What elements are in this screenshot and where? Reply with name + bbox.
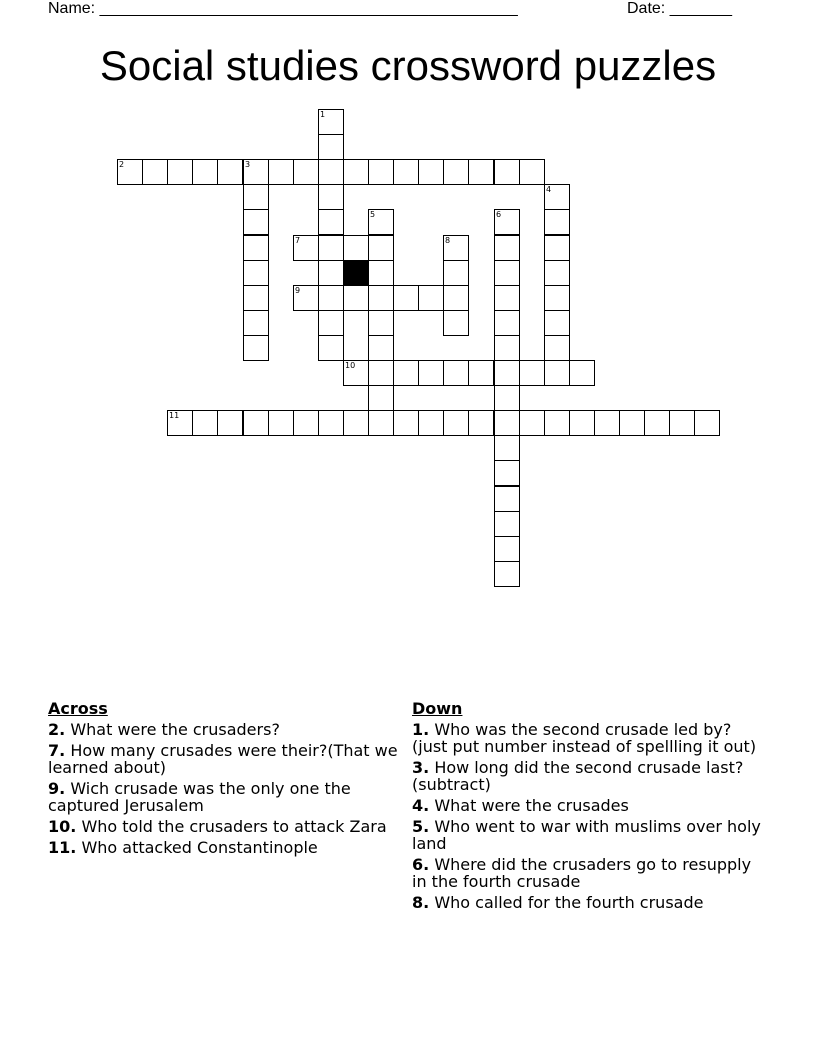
grid-cell[interactable] [418, 159, 444, 185]
grid-cell[interactable] [318, 184, 344, 210]
clue-number-label: 2 [119, 160, 125, 169]
down-clues [412, 700, 762, 915]
clue-text: How many crusades were their?(That we learned about) [48, 741, 398, 777]
grid-cell[interactable] [644, 410, 670, 436]
grid-cell[interactable] [544, 335, 570, 361]
date-line: Date: _______ [627, 0, 732, 17]
grid-cell[interactable] [243, 209, 269, 235]
grid-cell[interactable] [569, 410, 595, 436]
grid-cell[interactable] [243, 410, 269, 436]
grid-cell[interactable] [544, 209, 570, 235]
grid-cell[interactable] [494, 310, 520, 336]
down-heading: Down [412, 699, 463, 718]
grid-cell[interactable] [318, 159, 344, 185]
page-title: Social studies crossword puzzles [99, 42, 717, 89]
grid-cell[interactable] [494, 159, 520, 185]
grid-cell[interactable] [142, 159, 168, 185]
grid-cell[interactable] [167, 159, 193, 185]
grid-cell[interactable] [192, 410, 218, 436]
grid-cell[interactable] [544, 285, 570, 311]
grid-cell[interactable] [418, 410, 444, 436]
grid-cell[interactable] [318, 335, 344, 361]
grid-cell[interactable] [393, 159, 419, 185]
grid-cell[interactable] [243, 235, 269, 261]
grid-cell[interactable] [594, 410, 620, 436]
grid-cell[interactable] [494, 235, 520, 261]
grid-cell[interactable] [293, 235, 319, 261]
grid-cell[interactable] [669, 410, 695, 436]
grid-cell[interactable] [243, 184, 269, 210]
grid-cell[interactable] [117, 159, 143, 185]
grid-cell[interactable] [468, 159, 494, 185]
clue-number-label: 9 [295, 286, 301, 295]
grid-cell[interactable] [318, 285, 344, 311]
grid-cell[interactable] [343, 360, 369, 386]
grid-cell[interactable] [217, 159, 243, 185]
grid-cell[interactable] [393, 285, 419, 311]
grid-cell[interactable] [443, 260, 469, 286]
clue-number: 2. [48, 720, 66, 739]
grid-cell[interactable] [544, 184, 570, 210]
clue-item [412, 721, 762, 755]
grid-cell[interactable] [443, 235, 469, 261]
clue-text: How long did the second crusade last?(subtract) [412, 758, 744, 794]
grid-cell[interactable] [418, 285, 444, 311]
grid-cell[interactable] [243, 335, 269, 361]
grid-cell[interactable] [494, 486, 520, 512]
clue-number-label: 7 [295, 236, 301, 245]
grid-cell[interactable] [318, 260, 344, 286]
clue-number: 6. [412, 855, 430, 874]
grid-cell[interactable] [343, 235, 369, 261]
clue-item [48, 721, 398, 738]
grid-cell[interactable] [167, 410, 193, 436]
grid-cell[interactable] [368, 360, 394, 386]
grid-cell[interactable] [494, 209, 520, 235]
clue-number: 4. [412, 796, 430, 815]
grid-cell[interactable] [694, 410, 720, 436]
grid-cell[interactable] [494, 385, 520, 411]
clue-number-label: 11 [169, 411, 180, 420]
grid-cell[interactable] [544, 410, 570, 436]
clue-number-label: 8 [445, 236, 451, 245]
clue-text: Who went to war with muslims over holy land [412, 817, 761, 853]
clue-number-label: 10 [345, 361, 356, 370]
clue-item [412, 797, 762, 814]
grid-cell[interactable] [519, 159, 545, 185]
grid-cell[interactable] [368, 385, 394, 411]
grid-cell[interactable] [318, 235, 344, 261]
clue-text: Who was the second crusade led by?(just put number instead of spellling it out) [412, 720, 757, 756]
grid-cell[interactable] [268, 159, 294, 185]
clue-number: 1. [412, 720, 430, 739]
grid-cell[interactable] [318, 134, 344, 160]
grid-cell[interactable] [192, 159, 218, 185]
grid-cell[interactable] [293, 285, 319, 311]
clue-item [48, 839, 398, 856]
grid-cell[interactable] [217, 410, 243, 436]
grid-cell[interactable] [368, 310, 394, 336]
grid-cell[interactable] [268, 410, 294, 436]
clue-text: What were the crusades [434, 796, 629, 815]
grid-cell[interactable] [569, 360, 595, 386]
clue-number-label: 4 [546, 185, 552, 194]
clue-item [48, 780, 398, 814]
grid-cell[interactable] [318, 109, 344, 135]
grid-cell[interactable] [243, 310, 269, 336]
name-line: Name: _______________________________________________ [48, 0, 518, 17]
grid-cell[interactable] [544, 235, 570, 261]
grid-cell[interactable] [468, 360, 494, 386]
grid-cell[interactable] [293, 410, 319, 436]
clue-item [412, 856, 762, 890]
grid-cell[interactable] [443, 310, 469, 336]
grid-cell[interactable] [443, 410, 469, 436]
grid-block [343, 260, 369, 286]
clue-text: What were the crusaders? [70, 720, 280, 739]
clue-number-label: 1 [320, 110, 326, 119]
clue-number: 3. [412, 758, 430, 777]
grid-cell[interactable] [494, 511, 520, 537]
grid-cell[interactable] [519, 410, 545, 436]
clue-number: 8. [412, 893, 430, 912]
grid-cell[interactable] [544, 260, 570, 286]
clue-text: Who attacked Constantinople [81, 838, 318, 857]
across-heading: Across [48, 699, 108, 718]
clue-number-label: 5 [370, 210, 376, 219]
grid-cell[interactable] [368, 235, 394, 261]
grid-cell[interactable] [393, 360, 419, 386]
clue-number-label: 6 [496, 210, 502, 219]
clue-text: Who told the crusaders to attack Zara [81, 817, 387, 836]
grid-cell[interactable] [368, 209, 394, 235]
grid-cell[interactable] [544, 360, 570, 386]
grid-cell[interactable] [243, 285, 269, 311]
grid-cell[interactable] [468, 410, 494, 436]
clue-item [412, 759, 762, 793]
grid-cell[interactable] [368, 159, 394, 185]
grid-cell[interactable] [368, 260, 394, 286]
grid-cell[interactable] [494, 285, 520, 311]
clue-number: 5. [412, 817, 430, 836]
grid-cell[interactable] [494, 410, 520, 436]
clue-item [48, 818, 398, 835]
clue-text: Wich crusade was the only one the captured Jerusalem [48, 779, 351, 815]
grid-cell[interactable] [619, 410, 645, 436]
clue-number-label: 3 [245, 160, 251, 169]
grid-cell[interactable] [318, 209, 344, 235]
clue-number: 9. [48, 779, 66, 798]
grid-cell[interactable] [519, 360, 545, 386]
grid-cell[interactable] [443, 285, 469, 311]
grid-cell[interactable] [494, 435, 520, 461]
grid-cell[interactable] [494, 260, 520, 286]
grid-cell[interactable] [343, 285, 369, 311]
grid-cell[interactable] [343, 159, 369, 185]
grid-cell[interactable] [393, 410, 419, 436]
grid-cell[interactable] [368, 335, 394, 361]
grid-cell[interactable] [243, 159, 269, 185]
clue-text: Who called for the fourth crusade [434, 893, 704, 912]
grid-cell[interactable] [318, 410, 344, 436]
grid-cell[interactable] [293, 159, 319, 185]
grid-cell[interactable] [368, 285, 394, 311]
grid-cell[interactable] [318, 310, 344, 336]
grid-cell[interactable] [443, 159, 469, 185]
clue-item [412, 894, 762, 911]
grid-cell[interactable] [494, 561, 520, 587]
grid-cell[interactable] [368, 410, 394, 436]
clue-number: 11. [48, 838, 77, 857]
clue-text: Where did the crusaders go to resupply in the fourth crusade [412, 855, 752, 891]
across-clues [48, 700, 398, 860]
grid-cell[interactable] [494, 360, 520, 386]
clue-number: 7. [48, 741, 66, 760]
clue-number: 10. [48, 817, 77, 836]
grid-cell[interactable] [494, 460, 520, 486]
grid-cell[interactable] [243, 260, 269, 286]
grid-cell[interactable] [544, 310, 570, 336]
grid-cell[interactable] [443, 360, 469, 386]
clue-item [412, 818, 762, 852]
grid-cell[interactable] [494, 536, 520, 562]
grid-cell[interactable] [418, 360, 444, 386]
grid-cell[interactable] [494, 335, 520, 361]
clue-item [48, 742, 398, 776]
grid-cell[interactable] [343, 410, 369, 436]
